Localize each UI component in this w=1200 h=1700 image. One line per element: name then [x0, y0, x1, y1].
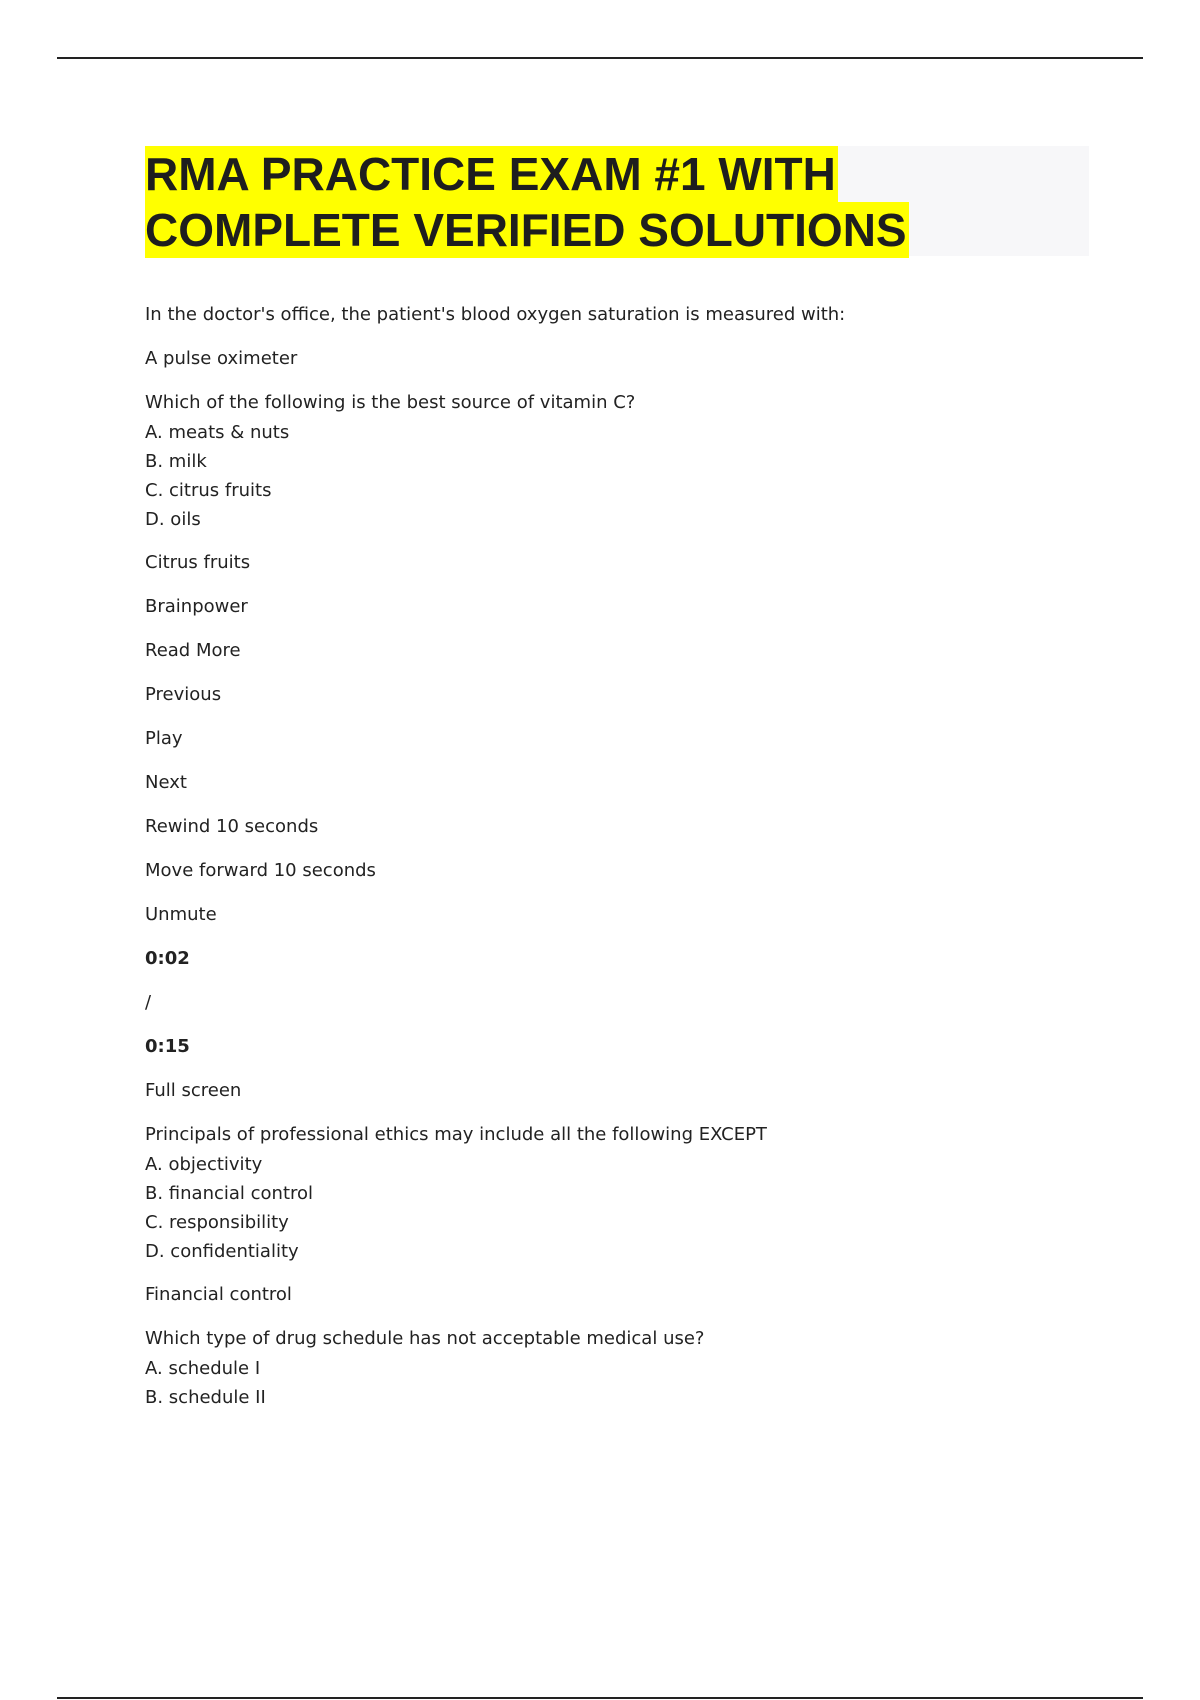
option-3a: A. objectivity	[145, 1154, 263, 1175]
option-4a: A. schedule I	[145, 1358, 261, 1379]
option-2d: D. oils	[145, 509, 201, 530]
question-4: Which type of drug schedule has not acceptable medical use?	[145, 1328, 705, 1349]
top-rule	[57, 57, 1143, 59]
option-2a: A. meats & nuts	[145, 422, 290, 443]
duration: 0:15	[145, 1036, 190, 1057]
option-2c: C. citrus fruits	[145, 480, 272, 501]
fullscreen-button[interactable]: Full screen	[145, 1080, 242, 1101]
title-line-1: RMA PRACTICE EXAM #1 WITH	[145, 148, 836, 200]
document-body	[145, 300, 1089, 1412]
document-title	[145, 146, 1089, 256]
option-3c: C. responsibility	[145, 1212, 289, 1233]
answer-1: A pulse oximeter	[145, 348, 298, 369]
play-button[interactable]: Play	[145, 728, 183, 749]
time-separator: /	[145, 992, 152, 1013]
answer-2: Citrus fruits	[145, 552, 251, 573]
question-3: Principals of professional ethics may include all the following EXCEPT	[145, 1124, 767, 1145]
player-brand: Brainpower	[145, 596, 248, 617]
question-1: In the doctor's office, the patient's blood oxygen saturation is measured with:	[145, 304, 846, 325]
bottom-rule	[57, 1697, 1143, 1699]
current-time: 0:02	[145, 948, 190, 969]
answer-3: Financial control	[145, 1284, 292, 1305]
read-more-link[interactable]: Read More	[145, 640, 241, 661]
option-3b: B. financial control	[145, 1183, 314, 1204]
next-button[interactable]: Next	[145, 772, 187, 793]
question-2: Which of the following is the best source of vitamin C?	[145, 392, 636, 413]
title-line-2: COMPLETE VERIFIED SOLUTIONS	[145, 204, 907, 256]
rewind-button[interactable]: Rewind 10 seconds	[145, 816, 319, 837]
option-4b: B. schedule II	[145, 1387, 266, 1408]
previous-button[interactable]: Previous	[145, 684, 222, 705]
option-2b: B. milk	[145, 451, 207, 472]
forward-button[interactable]: Move forward 10 seconds	[145, 860, 376, 881]
option-3d: D. confidentiality	[145, 1241, 299, 1262]
unmute-button[interactable]: Unmute	[145, 904, 217, 925]
